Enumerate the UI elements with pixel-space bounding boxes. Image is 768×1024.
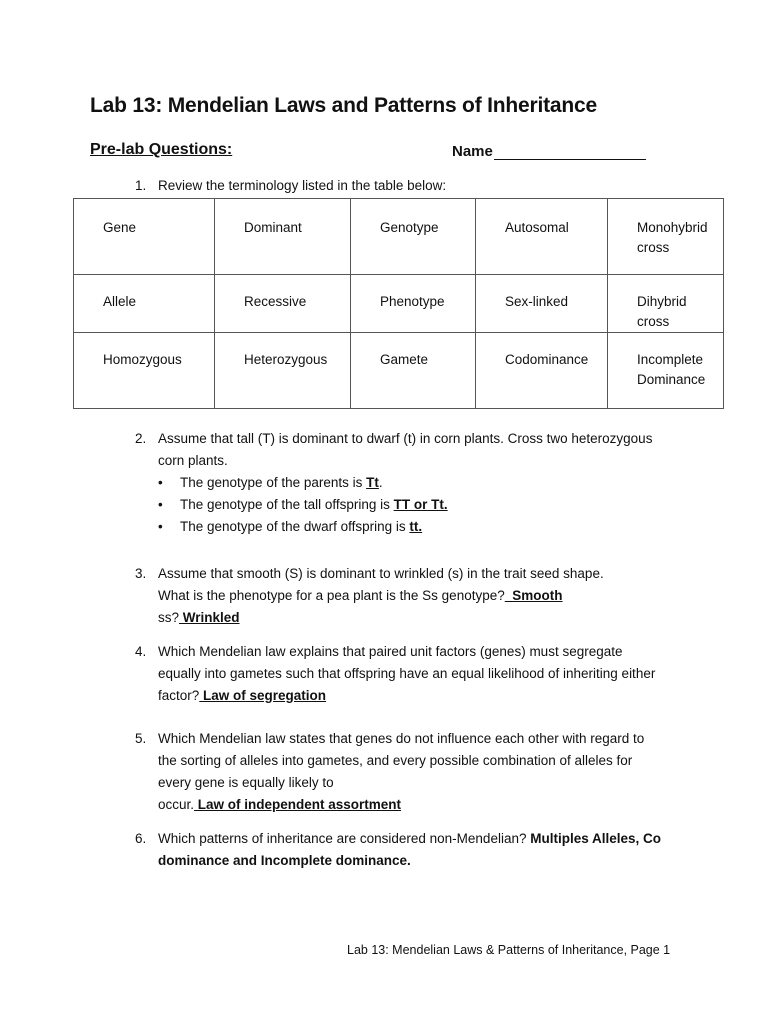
question-line: Assume that tall (T) is dominant to dwarf (t) in corn plants. Cross two heterozygous	[158, 431, 653, 446]
question-text	[158, 428, 678, 472]
list-item	[158, 516, 448, 538]
question-number: 6.	[135, 831, 147, 846]
question-line: occur.	[158, 797, 195, 812]
terminology-table	[73, 198, 724, 409]
answer-text: Multiples Alleles, Co	[530, 831, 662, 846]
question-text: Review the terminology listed in the table below:	[158, 178, 447, 193]
question-line: ss?	[158, 610, 180, 625]
list-item	[158, 494, 448, 516]
bullet-suffix: .	[378, 475, 383, 490]
table-cell: Dominant	[215, 199, 351, 275]
table-cell: Heterozygous	[215, 333, 351, 409]
bullet-text: The genotype of the parents is	[180, 475, 367, 490]
table-cell: Monohybrid cross	[608, 199, 724, 275]
table-cell: Recessive	[215, 275, 351, 333]
question-text	[158, 828, 678, 872]
table-cell: Incomplete Dominance	[608, 333, 724, 409]
answer-text: TT or Tt.	[393, 497, 448, 512]
question-line: every gene is equally likely to	[158, 775, 334, 790]
question-line: Which Mendelian law states that genes do not influence each other with regard to	[158, 731, 645, 746]
bullet-text: The genotype of the tall offspring is	[180, 497, 394, 512]
answer-text: Tt	[366, 475, 379, 490]
question-line: What is the phenotype for a pea plant is the Ss genotype?	[158, 588, 505, 603]
answer-text: Law of segregation	[199, 688, 327, 703]
question-number: 5.	[135, 731, 147, 746]
list-item	[158, 472, 448, 494]
table-cell: Dihybrid cross	[608, 275, 724, 333]
answer-text: Smooth	[504, 588, 563, 603]
table-cell: Gamete	[351, 333, 476, 409]
question-line: the sorting of alleles into gametes, and every possible combination of alleles for	[158, 753, 633, 768]
question-number: 3.	[135, 566, 147, 581]
answer-text: tt.	[409, 519, 423, 534]
table-cell: Gene	[74, 199, 215, 275]
page-footer: Lab 13: Mendelian Laws & Patterns of Inheritance, Page 1	[347, 943, 671, 957]
question-line: Assume that smooth (S) is dominant to wrinkled (s) in the trait seed shape.	[158, 566, 604, 581]
table-row	[74, 333, 724, 409]
question-line: equally into gametes such that offspring have an equal likelihood of inheriting either	[158, 666, 656, 681]
table-cell: Allele	[74, 275, 215, 333]
bullet-text: The genotype of the dwarf offspring is	[180, 519, 410, 534]
table-cell: Codominance	[476, 333, 608, 409]
table-row	[74, 199, 724, 275]
table-cell: Homozygous	[74, 333, 215, 409]
name-label: Name	[452, 143, 493, 160]
bullet-icon: •	[158, 519, 163, 534]
table-cell: Phenotype	[351, 275, 476, 333]
prelab-heading: Pre-lab Questions:	[90, 141, 233, 158]
name-blank-line[interactable]	[494, 144, 646, 160]
question-line: Which patterns of inheritance are considered non-Mendelian?	[158, 831, 527, 846]
bullet-icon: •	[158, 497, 163, 512]
question-line: corn plants.	[158, 453, 228, 468]
question-number: 2.	[135, 431, 147, 446]
question-number: 4.	[135, 644, 147, 659]
question-text	[158, 563, 678, 629]
table-cell: Autosomal	[476, 199, 608, 275]
answer-text: Law of independent assortment	[194, 797, 402, 812]
q2-bullet-list	[158, 472, 448, 538]
answer-text: Wrinkled	[179, 610, 240, 625]
answer-text: dominance and Incomplete dominance.	[158, 853, 411, 868]
bullet-icon: •	[158, 475, 163, 490]
question-text	[158, 641, 678, 707]
table-row	[74, 275, 724, 333]
table-cell: Sex-linked	[476, 275, 608, 333]
name-field[interactable]	[452, 143, 646, 160]
question-number: 1.	[135, 178, 147, 193]
question-text	[158, 728, 678, 816]
question-line: factor?	[158, 688, 200, 703]
question-line: Which Mendelian law explains that paired unit factors (genes) must segregate	[158, 644, 623, 659]
table-cell: Genotype	[351, 199, 476, 275]
page-title: Lab 13: Mendelian Laws and Patterns of Inheritance	[90, 94, 597, 117]
